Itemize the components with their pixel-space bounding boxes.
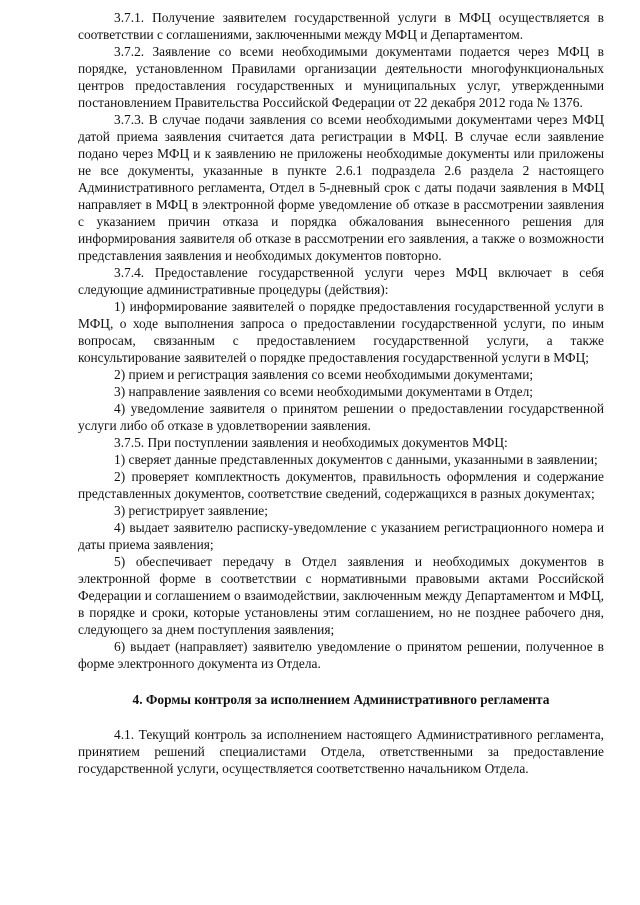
paragraph-4-1: 4.1. Текущий контроль за исполнением настоящего Административного регламента, принятием решений специалистами Отдела, ответственными за предоставление государственной услуги, осуществляется соответственно начальником Отдела. <box>78 727 604 776</box>
list-item-3-7-5-1: 1) сверяет данные представленных документов с данными, указанными в заявлении; <box>114 452 598 467</box>
list-item-3-7-4-1: 1) информирование заявителей о порядке предоставления государственной услуги в МФЦ, о ходе выполнения запроса о предоставлении государственной услуги, по иным вопросам, связанным с предоставлением государственной услуги, а также консультирование заявителей о порядке предоставления государственной услуги в МФЦ; <box>78 299 604 365</box>
list-item-3-7-4-4: 4) уведомление заявителя о принятом решении о предоставлении государственной услуги либо об отказе в удовлетворении заявления. <box>78 401 604 433</box>
list-item-3-7-4-3: 3) направление заявления со всеми необходимыми документами в Отдел; <box>114 384 533 399</box>
list-item-3-7-5-3: 3) регистрирует заявление; <box>114 503 268 518</box>
paragraph-3-7-5: 3.7.5. При поступлении заявления и необходимых документов МФЦ: <box>114 435 508 450</box>
paragraph-3-7-4: 3.7.4. Предоставление государственной услуги через МФЦ включает в себя следующие административные процедуры (действия): <box>78 265 604 297</box>
list-item-3-7-5-4: 4) выдает заявителю расписку-уведомление с указанием регистрационного номера и даты приема заявления; <box>78 520 604 552</box>
list-item-3-7-5-6: 6) выдает (направляет) заявителю уведомление о принятом решении, полученное в форме электронного документа из Отдела. <box>78 639 604 671</box>
list-item-3-7-5-5: 5) обеспечивает передачу в Отдел заявления и необходимых документов в электронной форме в соответствии с нормативными правовыми актами Российской Федерации и соглашением о взаимодействии, заключенным между Департаментом и МФЦ, в порядке и сроки, которые установлены этим соглашением, но не позднее рабочего дня, следующего за днем поступления заявления; <box>78 554 604 637</box>
paragraph-3-7-3: 3.7.3. В случае подачи заявления со всеми необходимыми документами через МФЦ датой приема заявления считается дата регистрации в МФЦ. В случае если заявление подано через МФЦ и к заявлению не приложены необходимые документы или приложены не все документы, указанные в пункте 2.6.1 подраздела 2.6 раздела 2 настоящего Административного регламента, Отдел в 5-дневный срок с даты подачи заявления в МФЦ направляет в МФЦ в электронной форме уведомление об отказе в рассмотрении заявления с указанием причин отказа и порядка обжалования вынесенного решения для информирования заявителя об отказе в рассмотрении его заявления, а также о возможности представления заявления и необходимых документов повторно. <box>78 112 604 263</box>
list-item-3-7-4-2: 2) прием и регистрация заявления со всеми необходимыми документами; <box>114 367 534 382</box>
document-page <box>78 9 604 777</box>
paragraph-3-7-1: 3.7.1. Получение заявителем государственной услуги в МФЦ осуществляется в соответствии с соглашениями, заключенными между МФЦ и Департаментом. <box>78 10 604 42</box>
list-item-3-7-5-2: 2) проверяет комплектность документов, правильность оформления и содержание представленных документов, соответствие сведений, содержащихся в разных документах; <box>78 469 604 501</box>
section-heading: 4. Формы контроля за исполнением Административного регламента <box>132 692 550 707</box>
paragraph-3-7-2: 3.7.2. Заявление со всеми необходимыми документами подается через МФЦ в порядке, установленном Правилами организации деятельности многофункциональных центров предоставления государственных и муниципальных услуг, утвержденными постановлением Правительства Российской Федерации от 22 декабря 2012 года № 1376. <box>78 44 604 110</box>
